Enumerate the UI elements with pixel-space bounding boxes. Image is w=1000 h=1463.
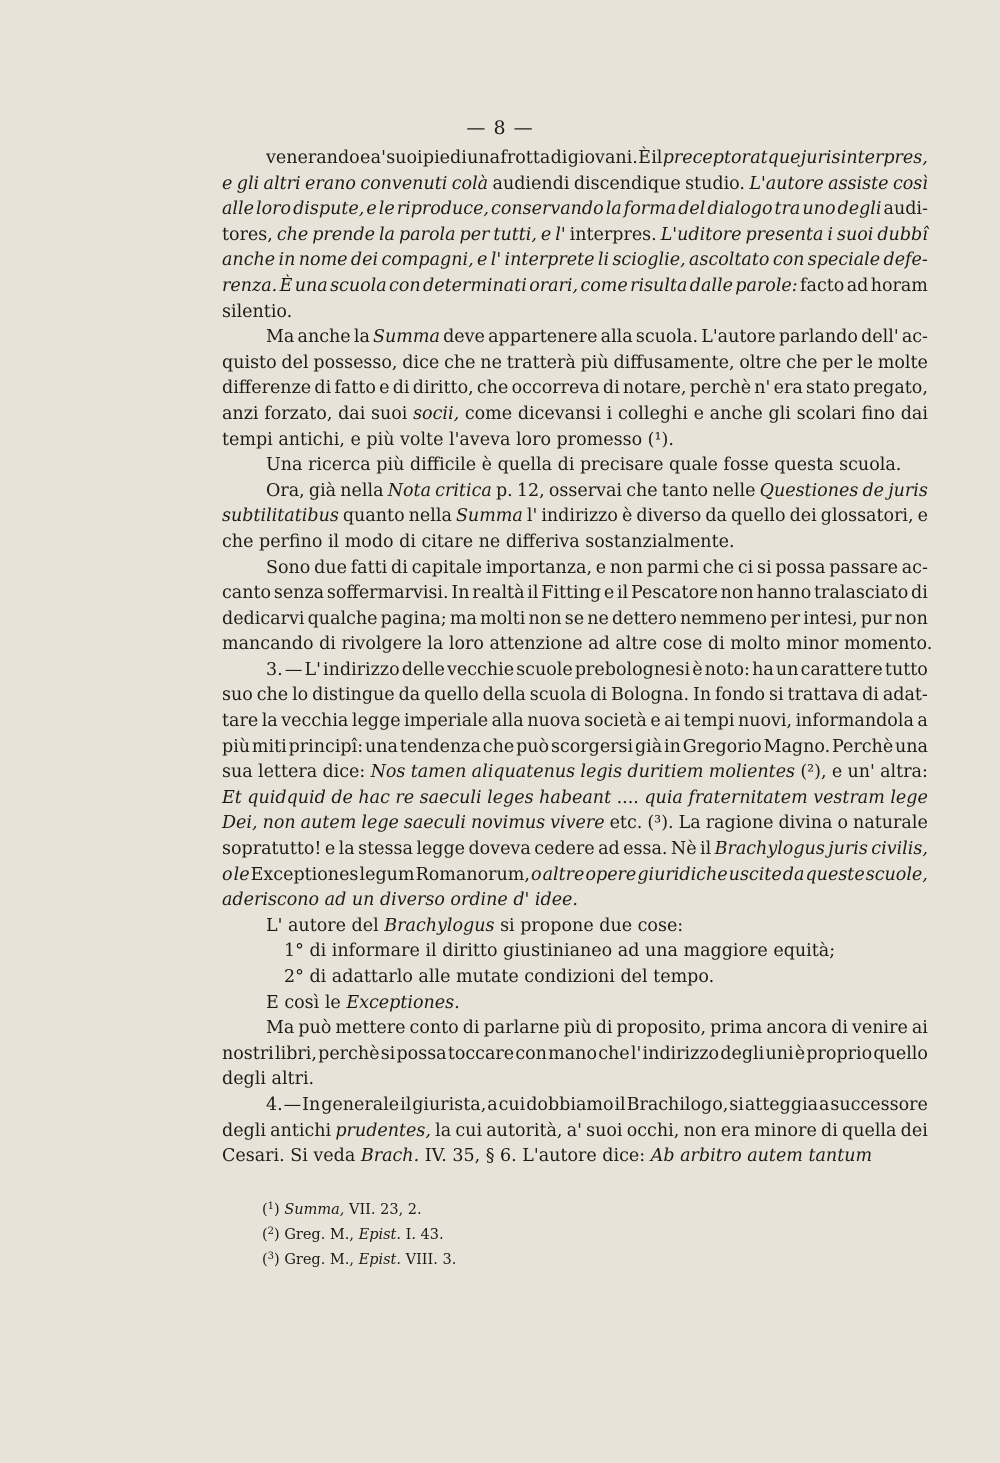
text-line: Dei, non autem lege saeculi novimus vivere etc. (³). La ragione divina o naturale xyxy=(222,813,928,834)
text-line: tempi antichi, e più volte l'aveva loro promesso (¹). xyxy=(222,429,674,450)
footnote: ($^2$) Greg. M., Epist. I. 43. xyxy=(262,1226,444,1243)
text-line: Ma anche la Summa deve appartenere alla scuola. L'autore parlando dell' ac- xyxy=(266,327,928,348)
text-line: dedicarvi qualche pagina; ma molti non se ne dettero nemmeno per intesi, pur non xyxy=(222,608,928,629)
text-line: renza. È una scuola con determinati orari, come risulta dalle parole: facto ad horam xyxy=(222,275,928,296)
text-line: che perfino il modo di citare ne differiva sostanzialmente. xyxy=(222,531,735,552)
text-line: nostri libri, perchè si possa toccare con mano che l' indirizzo degli uni è proprio quello xyxy=(222,1043,928,1064)
text-line: quisto del possesso, dice che ne tratterà più diffusamente, oltre che per le molte xyxy=(222,352,928,373)
text-line: Sono due fatti di capitale importanza, e non parmi che ci si possa passare ac- xyxy=(266,557,928,578)
page-number: — 8 — xyxy=(466,117,534,139)
text-line: alle loro dispute, e le riproduce, conservando la forma del dialogo tra uno degli audi- xyxy=(222,199,928,220)
text-line: 3. — L' indirizzo delle vecchie scuole prebolognesi è noto: ha un carattere tutto xyxy=(266,659,928,680)
text-line: degli antichi prudentes, la cui autorità, a' suoi occhi, non era minore di quella dei xyxy=(222,1120,928,1141)
text-line: Ora, già nella Nota critica p. 12, osservai che tanto nelle Questiones de juris xyxy=(266,480,928,501)
text-line: o le Exceptiones legum Romanorum, o altre opere giuridiche uscite da queste scuole, xyxy=(222,864,928,885)
text-line: anche in nome dei compagni, e l' interprete li scioglie, ascoltato con speciale defe- xyxy=(222,250,928,271)
text-line: 2° di adattarlo alle mutate condizioni del tempo. xyxy=(284,967,715,987)
text-line: E così le Exceptiones. xyxy=(266,992,460,1013)
text-line: tores, che prende la parola per tutti, e l' interpres. L'uditore presenta i suoi dubbî xyxy=(222,224,928,245)
body-text xyxy=(222,146,933,1170)
text-line: tare la vecchia legge imperiale alla nuova società e ai tempi nuovi, informandola a xyxy=(222,711,928,732)
text-line: degli altri. xyxy=(222,1069,315,1090)
text-line: silentio. xyxy=(222,301,293,322)
footnotes xyxy=(262,1196,902,1271)
text-line: Cesari. Si veda Brach. IV. 35, § 6. L'autore dice: Ab arbitro autem tantum xyxy=(222,1146,873,1167)
text-line: L' autore del Brachylogus si propone due cose: xyxy=(266,915,684,936)
text-line: 1° di informare il diritto giustinianeo ad una maggiore equità; xyxy=(284,941,836,962)
text-line: Una ricerca più difficile è quella di precisare quale fosse questa scuola. xyxy=(266,455,902,476)
text-line: differenze di fatto e di diritto, che occorreva di notare, perchè n' era stato pregato, xyxy=(222,378,928,399)
text-line: subtilitatibus quanto nella Summa l' indirizzo è diverso da quello dei glossatori, e xyxy=(222,506,928,527)
text-line: sopratutto! e la stessa legge doveva cedere ad essa. Nè il Brachylogus juris civilis, xyxy=(222,839,928,860)
text-line: 4. — In generale il giurista, a cui dobbiamo il Brachilogo, si atteggia a successore xyxy=(266,1094,928,1115)
text-line: sua lettera dice: Nos tamen aliquatenus legis duritiem molientes (²), e un' altra: xyxy=(222,762,928,783)
text-line: mancando di rivolgere la loro attenzione ad altre cose di molto minor momento. xyxy=(222,634,933,655)
text-line: suo che lo distingue da quello della scuola di Bologna. In fondo si trattava di adat- xyxy=(222,685,928,706)
footnote: ($^1$) Summa, VII. 23, 2. xyxy=(262,1201,422,1218)
text-line: venerando e a' suoi piedi una frotta di giovani. È il preceptor atque juris interpres, xyxy=(266,148,928,168)
text-line: aderiscono ad un diverso ordine d' idee. xyxy=(222,890,578,911)
footnote: ($^3$) Greg. M., Epist. VIII. 3. xyxy=(262,1251,457,1268)
text-line: e gli altri erano convenuti colà audiendi discendique studio. L'autore assiste così xyxy=(222,173,928,194)
text-line: canto senza soffermarvisi. In realtà il Fitting e il Pescatore non hanno tralasciato di xyxy=(222,583,928,604)
text-line: Ma può mettere conto di parlarne più di proposito, prima ancora di venire ai xyxy=(266,1018,928,1039)
text-line: Et quidquid de hac re saeculi leges habeant .... quia fraternitatem vestram lege xyxy=(222,787,928,808)
text-line: anzi forzato, dai suoi socii, come dicevansi i colleghi e anche gli scolari fino dai xyxy=(222,403,928,424)
text-line: più miti principî: una tendenza che può scorgersi già in Gregorio Magno. Perchè una xyxy=(222,736,928,757)
